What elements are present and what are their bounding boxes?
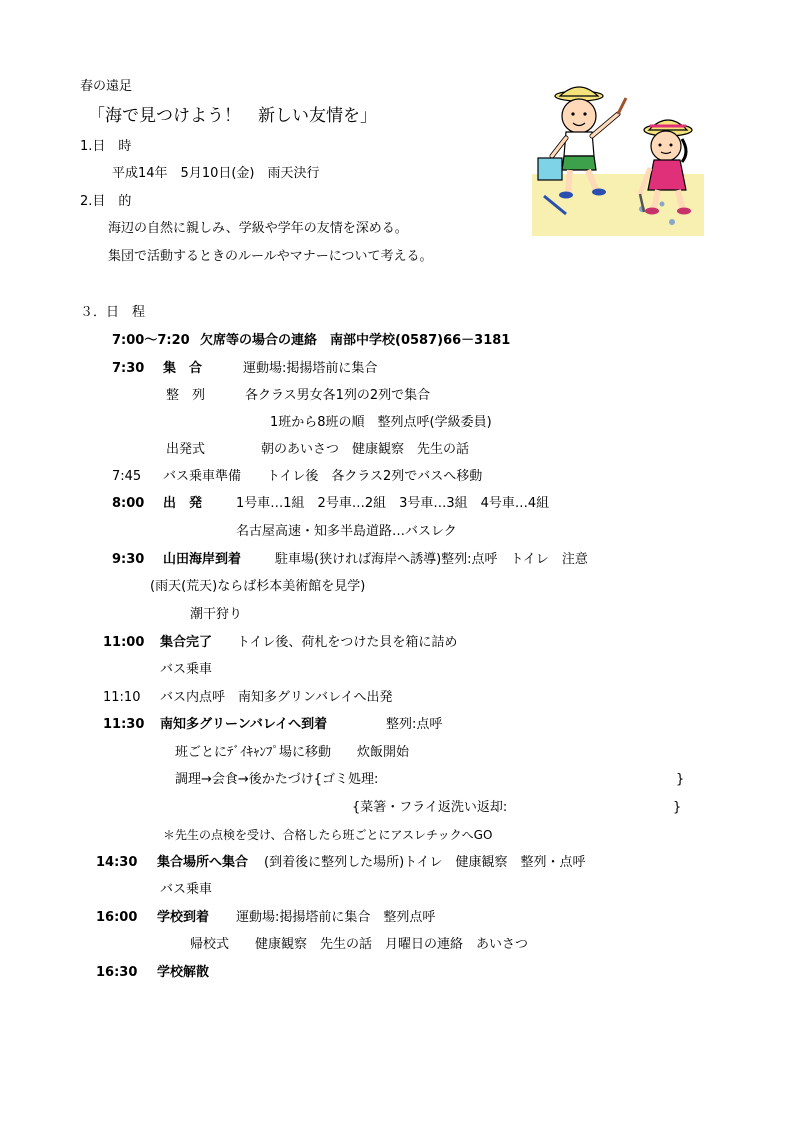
schedule-detail: バス内点呼 南知多グリンバレイへ出発 [160, 690, 393, 705]
schedule-time: 11:30 [103, 717, 145, 732]
schedule-label: 出 発 [163, 496, 203, 511]
schedule-detail: 班ごとにﾃﾞｲｷｬﾝﾌﾟ場に移動 炊飯開始 [175, 745, 410, 760]
schedule-time: 7:45 [112, 469, 142, 484]
shell-icon [660, 202, 665, 207]
schedule-label: 南知多グリーンバレイへ到着 [160, 717, 328, 732]
schedule-detail: 名古屋高速・知多半島道路…バスレク [236, 524, 457, 539]
brace-close: } [673, 800, 682, 815]
schedule-detail: バス乗車準備 トイレ後 各クラス2列でバスへ移動 [163, 469, 483, 484]
schedule-detail: 潮干狩り [190, 607, 243, 622]
schedule-note: ＊先生の点検を受け、合格したら班ごとにアスレチックへGO [163, 828, 493, 842]
schedule-label: 出発式 [166, 442, 206, 457]
schedule-detail: 1班から8班の順 整列点呼(学級委員) [270, 415, 492, 430]
schedule-time: 16:30 [96, 965, 138, 980]
schedule-time: 9:30 [112, 552, 145, 567]
purpose-line-2: 集団で活動するときのルールやマナーについて考える。 [108, 249, 433, 264]
schedule-detail: 運動場:掲揚塔前に集合 整列点呼 [236, 910, 436, 925]
event-name: 春の遠足 [80, 79, 133, 94]
schedule-detail: 各クラス男女各1列の2列で集合 [245, 388, 431, 403]
beach-children-illustration [532, 84, 704, 236]
schedule-detail: 帰校式 健康観察 先生の話 月曜日の連絡 あいさつ [190, 937, 529, 952]
schedule-detail: バス乗車 [160, 882, 213, 897]
schedule-detail: 1号車…1組 2号車…2組 3号車…3組 4号車…4組 [236, 496, 550, 511]
section-purpose-heading: 2.目 的 [80, 194, 132, 209]
schedule-label: 学校解散 [157, 965, 210, 980]
section-date-heading: 1.日 時 [80, 139, 132, 154]
schedule-label: 整 列 [166, 388, 206, 403]
schedule-detail: 整列:点呼 [386, 717, 443, 732]
schedule-detail: トイレ後、荷札をつけた貝を箱に詰め [237, 635, 458, 650]
schedule-detail: 駐車場(狭ければ海岸へ誘導)整列:点呼 トイレ 注意 [275, 552, 588, 567]
schedule-time: 7:30 [112, 361, 145, 376]
page-title: 「海で見つけよう！ 新しい友情を」 [88, 106, 377, 126]
brace-close: } [676, 772, 685, 787]
schedule-label: 集合完了 [160, 635, 213, 650]
schedule-time: 16:00 [96, 910, 138, 925]
schedule-label: 学校到着 [157, 910, 210, 925]
shell-icon [669, 219, 675, 225]
schedule-label: 山田海岸到着 [163, 552, 242, 567]
schedule-time: 11:10 [103, 690, 141, 705]
section-schedule-heading: ３．日 程 [80, 305, 146, 320]
schedule-time: 11:00 [103, 635, 145, 650]
schedule-time: 14:30 [96, 855, 138, 870]
schedule-detail: 調理→会食→後かたづけ{ゴミ処理: [175, 772, 379, 787]
schedule-detail: (雨天(荒天)ならば杉本美術館を見学) [150, 579, 366, 594]
schedule-label: 集 合 [163, 361, 203, 376]
event-date: 平成14年 5月10日(金) 雨天決行 [112, 166, 320, 181]
schedule-detail: 運動場:掲揚塔前に集合 [243, 361, 378, 376]
schedule-time: 8:00 [112, 496, 145, 511]
schedule-label: 集合場所へ集合 [157, 855, 249, 870]
schedule-time: 7:00～7:20 [112, 333, 190, 348]
schedule-detail: バス乗車 [160, 662, 213, 677]
schedule-detail: 朝のあいさつ 健康観察 先生の話 [261, 442, 470, 457]
schedule-detail: (到着後に整列した場所)トイレ 健康観察 整列・点呼 [264, 855, 586, 870]
absence-contact: 欠席等の場合の連絡 南部中学校(0587)66－3181 [200, 333, 511, 348]
purpose-line-1: 海辺の自然に親しみ、学級や学年の友情を深める。 [108, 221, 408, 236]
bucket-icon [538, 158, 562, 180]
schedule-detail: {菜箸・フライ返洗い返却: [352, 800, 508, 815]
